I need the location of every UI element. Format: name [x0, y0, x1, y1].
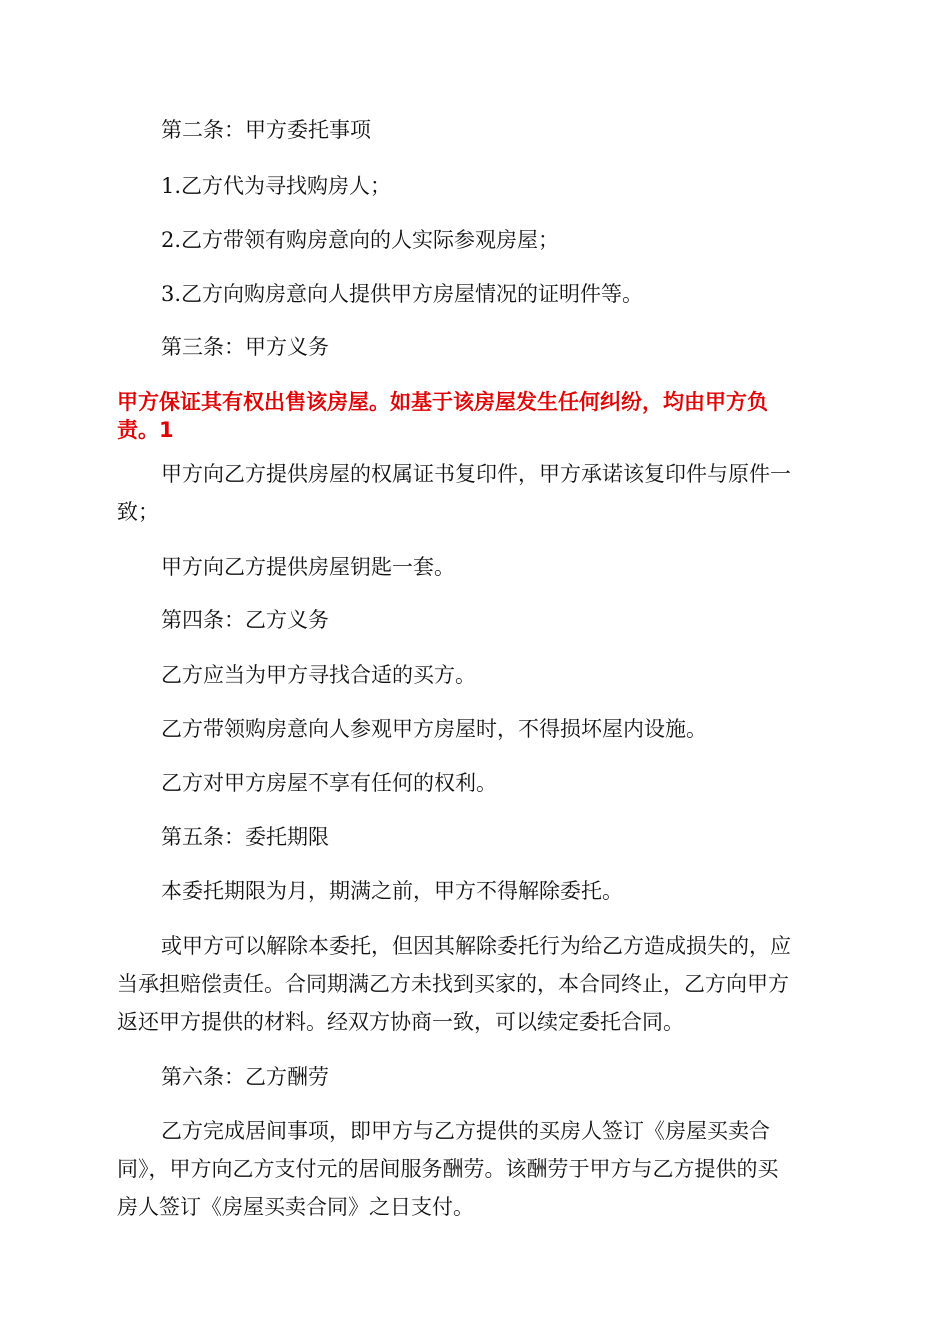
article-5-paragraph-2-line-2: 当承担赔偿责任。合同期满乙方未找到买家的，本合同终止，乙方向甲方: [117, 972, 789, 996]
article-6-heading: 第六条：乙方酬劳: [161, 1065, 329, 1089]
article-2-heading: 第二条：甲方委托事项: [161, 118, 371, 142]
article-5-paragraph-2-line-3: 返还甲方提供的材料。经双方协商一致，可以续定委托合同。: [117, 1010, 684, 1034]
article-3-heading: 第三条：甲方义务: [161, 335, 329, 359]
article-4-heading: 第四条：乙方义务: [161, 608, 329, 632]
article-5-heading: 第五条：委托期限: [161, 825, 329, 849]
article-3-paragraph-1-line-2: 致；: [117, 500, 159, 524]
article-5-paragraph-1: 本委托期限为月，期满之前，甲方不得解除委托。: [161, 879, 623, 903]
article-5-paragraph-2-line-1: 或甲方可以解除本委托，但因其解除委托行为给乙方造成损失的，应: [161, 934, 791, 958]
article-6-paragraph-line-2: 同》，甲方向乙方支付元的居间服务酬劳。该酬劳于甲方与乙方提供的买: [117, 1157, 779, 1181]
highlighted-clause-line-2: 责。1: [117, 418, 174, 442]
article-6-paragraph-line-3: 房人签订《房屋买卖合同》之日支付。: [117, 1195, 474, 1219]
article-2-item-3: 3.乙方向购房意向人提供甲方房屋情况的证明件等。: [161, 282, 644, 306]
article-2-item-2: 2.乙方带领有购房意向的人实际参观房屋；: [161, 228, 560, 252]
article-4-paragraph-2: 乙方带领购房意向人参观甲方房屋时，不得损坏屋内设施。: [161, 717, 707, 741]
article-4-paragraph-1: 乙方应当为甲方寻找合适的买方。: [161, 663, 476, 687]
article-4-paragraph-3: 乙方对甲方房屋不享有任何的权利。: [161, 771, 497, 795]
article-6-paragraph-line-1: 乙方完成居间事项，即甲方与乙方提供的买房人签订《房屋买卖合: [161, 1119, 770, 1143]
article-3-paragraph-2: 甲方向乙方提供房屋钥匙一套。: [161, 555, 455, 579]
article-3-paragraph-1-line-1: 甲方向乙方提供房屋的权属证书复印件，甲方承诺该复印件与原件一: [161, 462, 791, 486]
article-2-item-1: 1.乙方代为寻找购房人；: [161, 174, 392, 198]
highlighted-clause-line-1: 甲方保证其有权出售该房屋。如基于该房屋发生任何纠纷，均由甲方负: [117, 390, 768, 414]
